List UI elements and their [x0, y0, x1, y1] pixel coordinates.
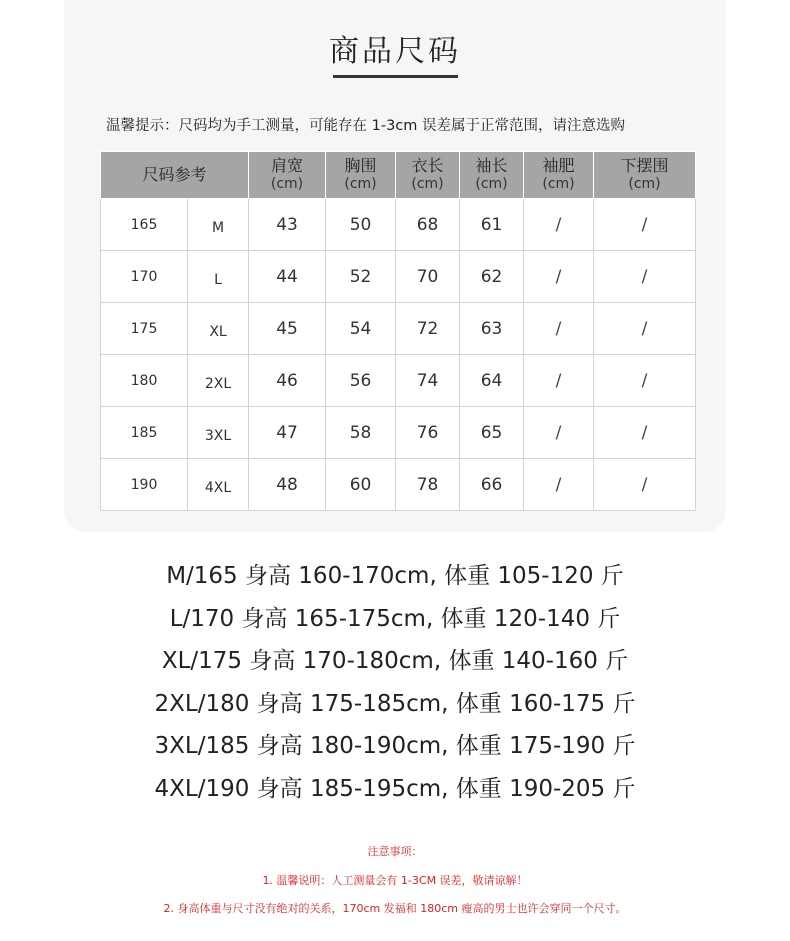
- note-item: 2. 身高体重与尺寸没有绝对的关系，170cm 发福和 180cm 瘦高的男士也许会穿同一个尺寸。: [163, 902, 627, 915]
- value-cell: /: [524, 199, 594, 251]
- page-title: 商品尺码: [329, 34, 461, 69]
- value-cell: /: [524, 303, 594, 355]
- size-cell: XL: [188, 303, 249, 355]
- size-ref-header: 尺码参考: [101, 152, 249, 199]
- height-cell: 170: [101, 251, 188, 303]
- size-reference-line: 4XL/190 身高 185-195cm, 体重 190-205 斤: [154, 775, 636, 802]
- value-cell: 52: [326, 251, 396, 303]
- value-cell: 66: [460, 459, 524, 511]
- size-cell: 2XL: [188, 355, 249, 407]
- col-unit: (cm): [344, 176, 377, 192]
- value-cell: /: [524, 251, 594, 303]
- col-label: 肩宽: [271, 156, 304, 175]
- value-cell: /: [594, 303, 696, 355]
- col-header-hem: [594, 152, 696, 199]
- height-cell: 175: [101, 303, 188, 355]
- value-cell: 46: [249, 355, 326, 407]
- value-cell: 50: [326, 199, 396, 251]
- table-header-row: [101, 152, 696, 199]
- value-cell: 45: [249, 303, 326, 355]
- value-cell: /: [594, 459, 696, 511]
- table-row: [101, 407, 696, 459]
- size-cell: L: [188, 251, 249, 303]
- size-cell: 3XL: [188, 407, 249, 459]
- col-header-sleeve: [460, 152, 524, 199]
- size-cell: M: [188, 199, 249, 251]
- size-table: [100, 151, 696, 511]
- notes-heading: 注意事项：: [367, 845, 423, 858]
- value-cell: /: [594, 199, 696, 251]
- value-cell: 61: [460, 199, 524, 251]
- value-cell: 60: [326, 459, 396, 511]
- col-unit: (cm): [411, 176, 444, 192]
- value-cell: /: [594, 407, 696, 459]
- table-row: [101, 251, 696, 303]
- value-cell: 65: [460, 407, 524, 459]
- size-reference-line: 3XL/185 身高 180-190cm, 体重 175-190 斤: [154, 733, 636, 759]
- value-cell: 58: [326, 407, 396, 459]
- value-cell: 70: [396, 251, 460, 303]
- size-reference-line: M/165 身高 160-170cm, 体重 105-120 斤: [166, 563, 624, 589]
- value-cell: 64: [460, 355, 524, 407]
- table-row: [101, 199, 696, 251]
- col-unit: (cm): [628, 176, 661, 192]
- value-cell: 72: [396, 303, 460, 355]
- col-label: 胸围: [344, 156, 377, 175]
- measurement-tip: 温馨提示：尺码均为手工测量，可能存在 1-3cm 误差属于正常范围，请注意选购: [106, 118, 625, 134]
- value-cell: 62: [460, 251, 524, 303]
- note-item: 1. 温馨说明：人工测量会有 1-3CM 误差，敬请谅解！: [262, 874, 528, 887]
- value-cell: 47: [249, 407, 326, 459]
- height-cell: 185: [101, 407, 188, 459]
- height-cell: 190: [101, 459, 188, 511]
- value-cell: 63: [460, 303, 524, 355]
- title-underline: [333, 75, 458, 78]
- value-cell: 56: [326, 355, 396, 407]
- height-cell: 180: [101, 355, 188, 407]
- value-cell: /: [524, 407, 594, 459]
- col-label: 下摆围: [620, 156, 669, 175]
- value-cell: 68: [396, 199, 460, 251]
- col-header-length: [396, 152, 460, 199]
- col-header-shoulder: [249, 152, 326, 199]
- col-unit: (cm): [475, 176, 508, 192]
- value-cell: /: [594, 355, 696, 407]
- value-cell: 74: [396, 355, 460, 407]
- table-row: [101, 355, 696, 407]
- size-reference-line: L/170 身高 165-175cm, 体重 120-140 斤: [169, 605, 621, 632]
- value-cell: 76: [396, 407, 460, 459]
- height-cell: 165: [101, 199, 188, 251]
- col-label: 衣长: [411, 156, 444, 175]
- size-cell: 4XL: [188, 459, 249, 511]
- value-cell: 54: [326, 303, 396, 355]
- value-cell: 43: [249, 199, 326, 251]
- col-header-sleeve-width: [524, 152, 594, 199]
- value-cell: /: [594, 251, 696, 303]
- value-cell: 78: [396, 459, 460, 511]
- col-label: 袖肥: [542, 156, 575, 175]
- col-unit: (cm): [542, 176, 575, 192]
- table-row: [101, 303, 696, 355]
- notes-section: [0, 844, 790, 917]
- table-row: [101, 459, 696, 511]
- size-reference-line: 2XL/180 身高 175-185cm, 体重 160-175 斤: [154, 690, 636, 717]
- size-reference-line: XL/175 身高 170-180cm, 体重 140-160 斤: [161, 648, 629, 674]
- value-cell: 44: [249, 251, 326, 303]
- value-cell: /: [524, 355, 594, 407]
- col-unit: (cm): [270, 176, 304, 192]
- value-cell: 48: [249, 459, 326, 511]
- col-label: 袖长: [475, 156, 508, 175]
- value-cell: /: [524, 459, 594, 511]
- col-header-chest: [326, 152, 396, 199]
- size-reference-list: [0, 555, 790, 810]
